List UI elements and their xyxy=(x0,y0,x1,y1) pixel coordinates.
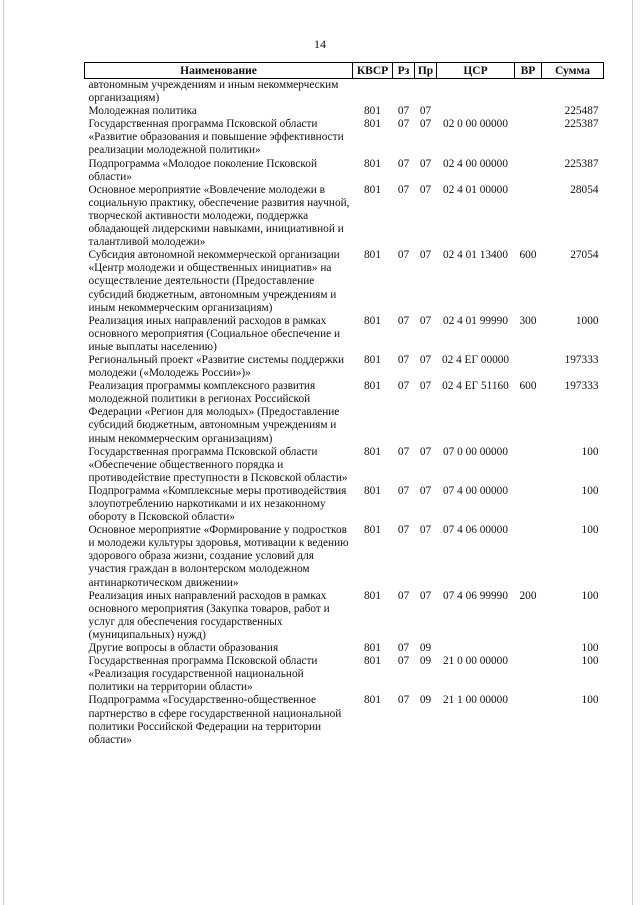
cell-pr: 07 xyxy=(419,105,432,118)
cell-kvsr: 801 xyxy=(364,642,381,655)
cell-name: Реализация иных направлений расходов в рамках основного мероприятия (Закупка товаров, работ и услуг для обеспечения государственных (муниципальных) нужд) xyxy=(88,589,330,641)
cell-vr xyxy=(515,118,542,157)
budget-table xyxy=(84,62,604,747)
cell-vr xyxy=(515,79,542,106)
table-row xyxy=(85,315,604,354)
cell-name: Основное мероприятие «Формирование у подростков и молодежи культуры здоровья, мотивации к ведению здорового образа жизни, создание условий для участия граждан в волонтерском молодежном антинаркотическом движении» xyxy=(88,524,349,589)
table-row xyxy=(85,694,604,746)
cell-name: Государственная программа Псковской области «Развитие образования и повышение эффективности реализации молодежной политики» xyxy=(88,118,344,157)
cell-csr: 21 0 00 00000 xyxy=(443,655,508,668)
header-name: Наименование xyxy=(85,63,353,79)
cell-csr: 07 0 00 00000 xyxy=(443,445,508,458)
cell-rz: 07 xyxy=(397,157,410,170)
cell-kvsr: 801 xyxy=(364,445,381,458)
table-row xyxy=(85,524,604,589)
cell-csr: 02 4 ЕГ 51160 xyxy=(442,380,509,393)
cell-pr: 07 xyxy=(419,524,432,537)
cell-kvsr: 801 xyxy=(364,655,381,668)
cell-rz: 07 xyxy=(397,694,410,707)
cell-csr: 02 4 00 00000 xyxy=(443,157,508,170)
cell-vr xyxy=(515,446,542,485)
cell-csr: 02 0 00 00000 xyxy=(443,118,508,131)
cell-sum: 225387 xyxy=(564,157,599,170)
cell-rz: 07 xyxy=(397,314,410,327)
header-csr: ЦСР xyxy=(437,63,515,79)
cell-csr: 02 4 01 00000 xyxy=(443,183,508,196)
cell-kvsr: 801 xyxy=(364,589,381,602)
cell-rz: 07 xyxy=(397,484,410,497)
cell-pr: 07 xyxy=(419,249,432,262)
cell-pr: 07 xyxy=(419,183,432,196)
cell-csr: 02 4 01 13400 xyxy=(443,249,508,262)
cell-pr: 07 xyxy=(419,314,432,327)
cell-rz: 07 xyxy=(397,445,410,458)
cell-csr: 07 4 06 00000 xyxy=(443,524,508,537)
cell-name: автономным учреждениям и иным некоммерческим организациям) xyxy=(88,79,339,105)
cell-kvsr: 801 xyxy=(364,484,381,497)
cell-sum: 27054 xyxy=(570,249,599,262)
cell-sum: 100 xyxy=(581,655,599,668)
cell-vr xyxy=(515,158,542,184)
table-row xyxy=(85,249,604,314)
cell-name: Субсидия автономной некоммерческой организации «Центр молодежи и общественных инициатив» на осуществление деятельности (Предоставление субсидий бюджетным, автономным учреждениям и иным некоммерческим организациям) xyxy=(88,249,340,314)
cell-kvsr: 801 xyxy=(364,105,381,118)
cell-vr xyxy=(515,655,542,694)
cell-name: Основное мероприятие «Вовлечение молодежи в социальную практику, обеспечение развития научной, творческой активности молодежи, поддержка обладающей лидерскими навыками, инициативной и талантливой молодежи» xyxy=(88,183,350,249)
table-row xyxy=(85,590,604,642)
cell-pr: 07 xyxy=(419,445,432,458)
cell-pr: 09 xyxy=(419,694,432,707)
cell-vr: 300 xyxy=(519,314,537,327)
table-row xyxy=(85,79,604,106)
cell-vr: 600 xyxy=(519,380,537,393)
cell-vr: 200 xyxy=(519,589,537,602)
cell-name: Подпрограмма «Молодое поколение Псковской области» xyxy=(88,157,317,183)
cell-pr: 07 xyxy=(419,118,432,131)
table-row xyxy=(85,642,604,655)
table-row xyxy=(85,184,604,249)
cell-kvsr: 801 xyxy=(364,118,381,131)
cell-pr: 09 xyxy=(419,642,432,655)
cell-name: Подпрограмма «Государственно-общественное партнерство в сфере государственной национальной политики Российской Федерации на территории области» xyxy=(88,694,342,746)
cell-kvsr: 801 xyxy=(364,183,381,196)
page-number: 14 xyxy=(314,37,326,51)
left-scan-edge xyxy=(3,0,4,905)
cell-vr xyxy=(515,642,542,655)
cell-sum: 100 xyxy=(581,642,599,655)
cell-pr: 07 xyxy=(419,353,432,366)
table-row xyxy=(85,105,604,118)
cell-rz: 07 xyxy=(397,380,410,393)
cell-pr: 07 xyxy=(419,380,432,393)
cell-name: Другие вопросы в области образования xyxy=(88,642,279,655)
cell-kvsr: 801 xyxy=(364,380,381,393)
cell-csr xyxy=(437,642,515,655)
cell-sum: 100 xyxy=(581,484,599,497)
cell-sum: 225387 xyxy=(564,118,599,131)
cell-rz: 07 xyxy=(397,524,410,537)
cell-vr: 600 xyxy=(519,249,537,262)
cell-name: Реализация иных направлений расходов в рамках основного мероприятия (Социальное обеспечение и иные выплаты населению) xyxy=(88,314,341,353)
cell-sum: 100 xyxy=(581,524,599,537)
cell-csr: 02 4 ЕГ 00000 xyxy=(441,353,510,366)
cell-vr xyxy=(515,354,542,380)
cell-rz: 07 xyxy=(397,249,410,262)
cell-rz: 07 xyxy=(397,642,410,655)
cell-sum: 197333 xyxy=(564,380,599,393)
cell-csr: 02 4 01 99990 xyxy=(443,314,508,327)
cell-name: Реализация программы комплексного развития молодежной политики в регионах Российской Федерации «Регион для молодых» (Предоставление субсидий бюджетным, автономным учреждениям и иным некоммерческим организациям) xyxy=(88,380,340,445)
cell-kvsr: 801 xyxy=(364,157,381,170)
cell-sum: 225487 xyxy=(564,105,599,118)
cell-name: Государственная программа Псковской области «Обеспечение общественного порядка и противодействие преступности в Псковской области» xyxy=(88,445,348,484)
cell-name: Подпрограмма «Комплексные меры противодействия злоупотреблению наркотиками и их незаконному обороту в Псковской области» xyxy=(88,484,347,524)
header-vr: ВР xyxy=(515,63,542,79)
cell-sum: 1000 xyxy=(575,314,599,327)
cell-pr: 07 xyxy=(419,157,432,170)
cell-sum: 197333 xyxy=(564,353,599,366)
table-row xyxy=(85,354,604,380)
cell-csr: 07 4 06 99990 xyxy=(443,589,508,602)
table-row xyxy=(85,446,604,485)
cell-name: Молодежная политика xyxy=(88,105,197,118)
cell-csr: 21 1 00 00000 xyxy=(443,694,508,707)
cell-sum: 28054 xyxy=(570,183,599,196)
right-scan-edge xyxy=(632,0,633,905)
cell-rz: 07 xyxy=(397,589,410,602)
cell-rz: 07 xyxy=(397,655,410,668)
header-sum: Сумма xyxy=(542,63,604,79)
table-row xyxy=(85,118,604,157)
cell-csr xyxy=(437,105,515,118)
cell-pr: 07 xyxy=(419,589,432,602)
cell-kvsr: 801 xyxy=(364,314,381,327)
header-rz: Рз xyxy=(393,63,415,79)
cell-sum: 100 xyxy=(581,589,599,602)
cell-csr: 07 4 00 00000 xyxy=(443,484,508,497)
cell-pr: 09 xyxy=(419,655,432,668)
cell-vr xyxy=(515,485,542,524)
table-header-row xyxy=(85,63,604,79)
cell-kvsr: 801 xyxy=(364,353,381,366)
cell-sum: 100 xyxy=(581,694,599,707)
cell-vr xyxy=(515,184,542,249)
cell-rz: 07 xyxy=(397,353,410,366)
cell-rz: 07 xyxy=(397,118,410,131)
cell-rz xyxy=(393,79,415,106)
cell-name: Государственная программа Псковской области «Реализация государственной национальной политики на территории области» xyxy=(88,655,318,694)
cell-pr xyxy=(415,79,437,106)
cell-kvsr: 801 xyxy=(364,524,381,537)
cell-kvsr xyxy=(353,79,393,106)
table-row xyxy=(85,158,604,184)
header-kvsr: КВСР xyxy=(353,63,393,79)
cell-rz: 07 xyxy=(397,105,410,118)
cell-vr xyxy=(515,524,542,589)
cell-kvsr: 801 xyxy=(364,694,381,707)
table-row xyxy=(85,380,604,445)
cell-kvsr: 801 xyxy=(364,249,381,262)
cell-rz: 07 xyxy=(397,183,410,196)
header-pr: Пр xyxy=(415,63,437,79)
cell-vr xyxy=(515,694,542,746)
cell-csr xyxy=(437,79,515,106)
cell-vr xyxy=(515,105,542,118)
cell-sum xyxy=(542,79,604,106)
cell-name: Региональный проект «Развитие системы поддержки молодежи («Молодежь России»)» xyxy=(88,353,345,380)
cell-pr: 07 xyxy=(419,484,432,497)
table-row xyxy=(85,485,604,524)
cell-sum: 100 xyxy=(581,445,599,458)
table-row xyxy=(85,655,604,694)
